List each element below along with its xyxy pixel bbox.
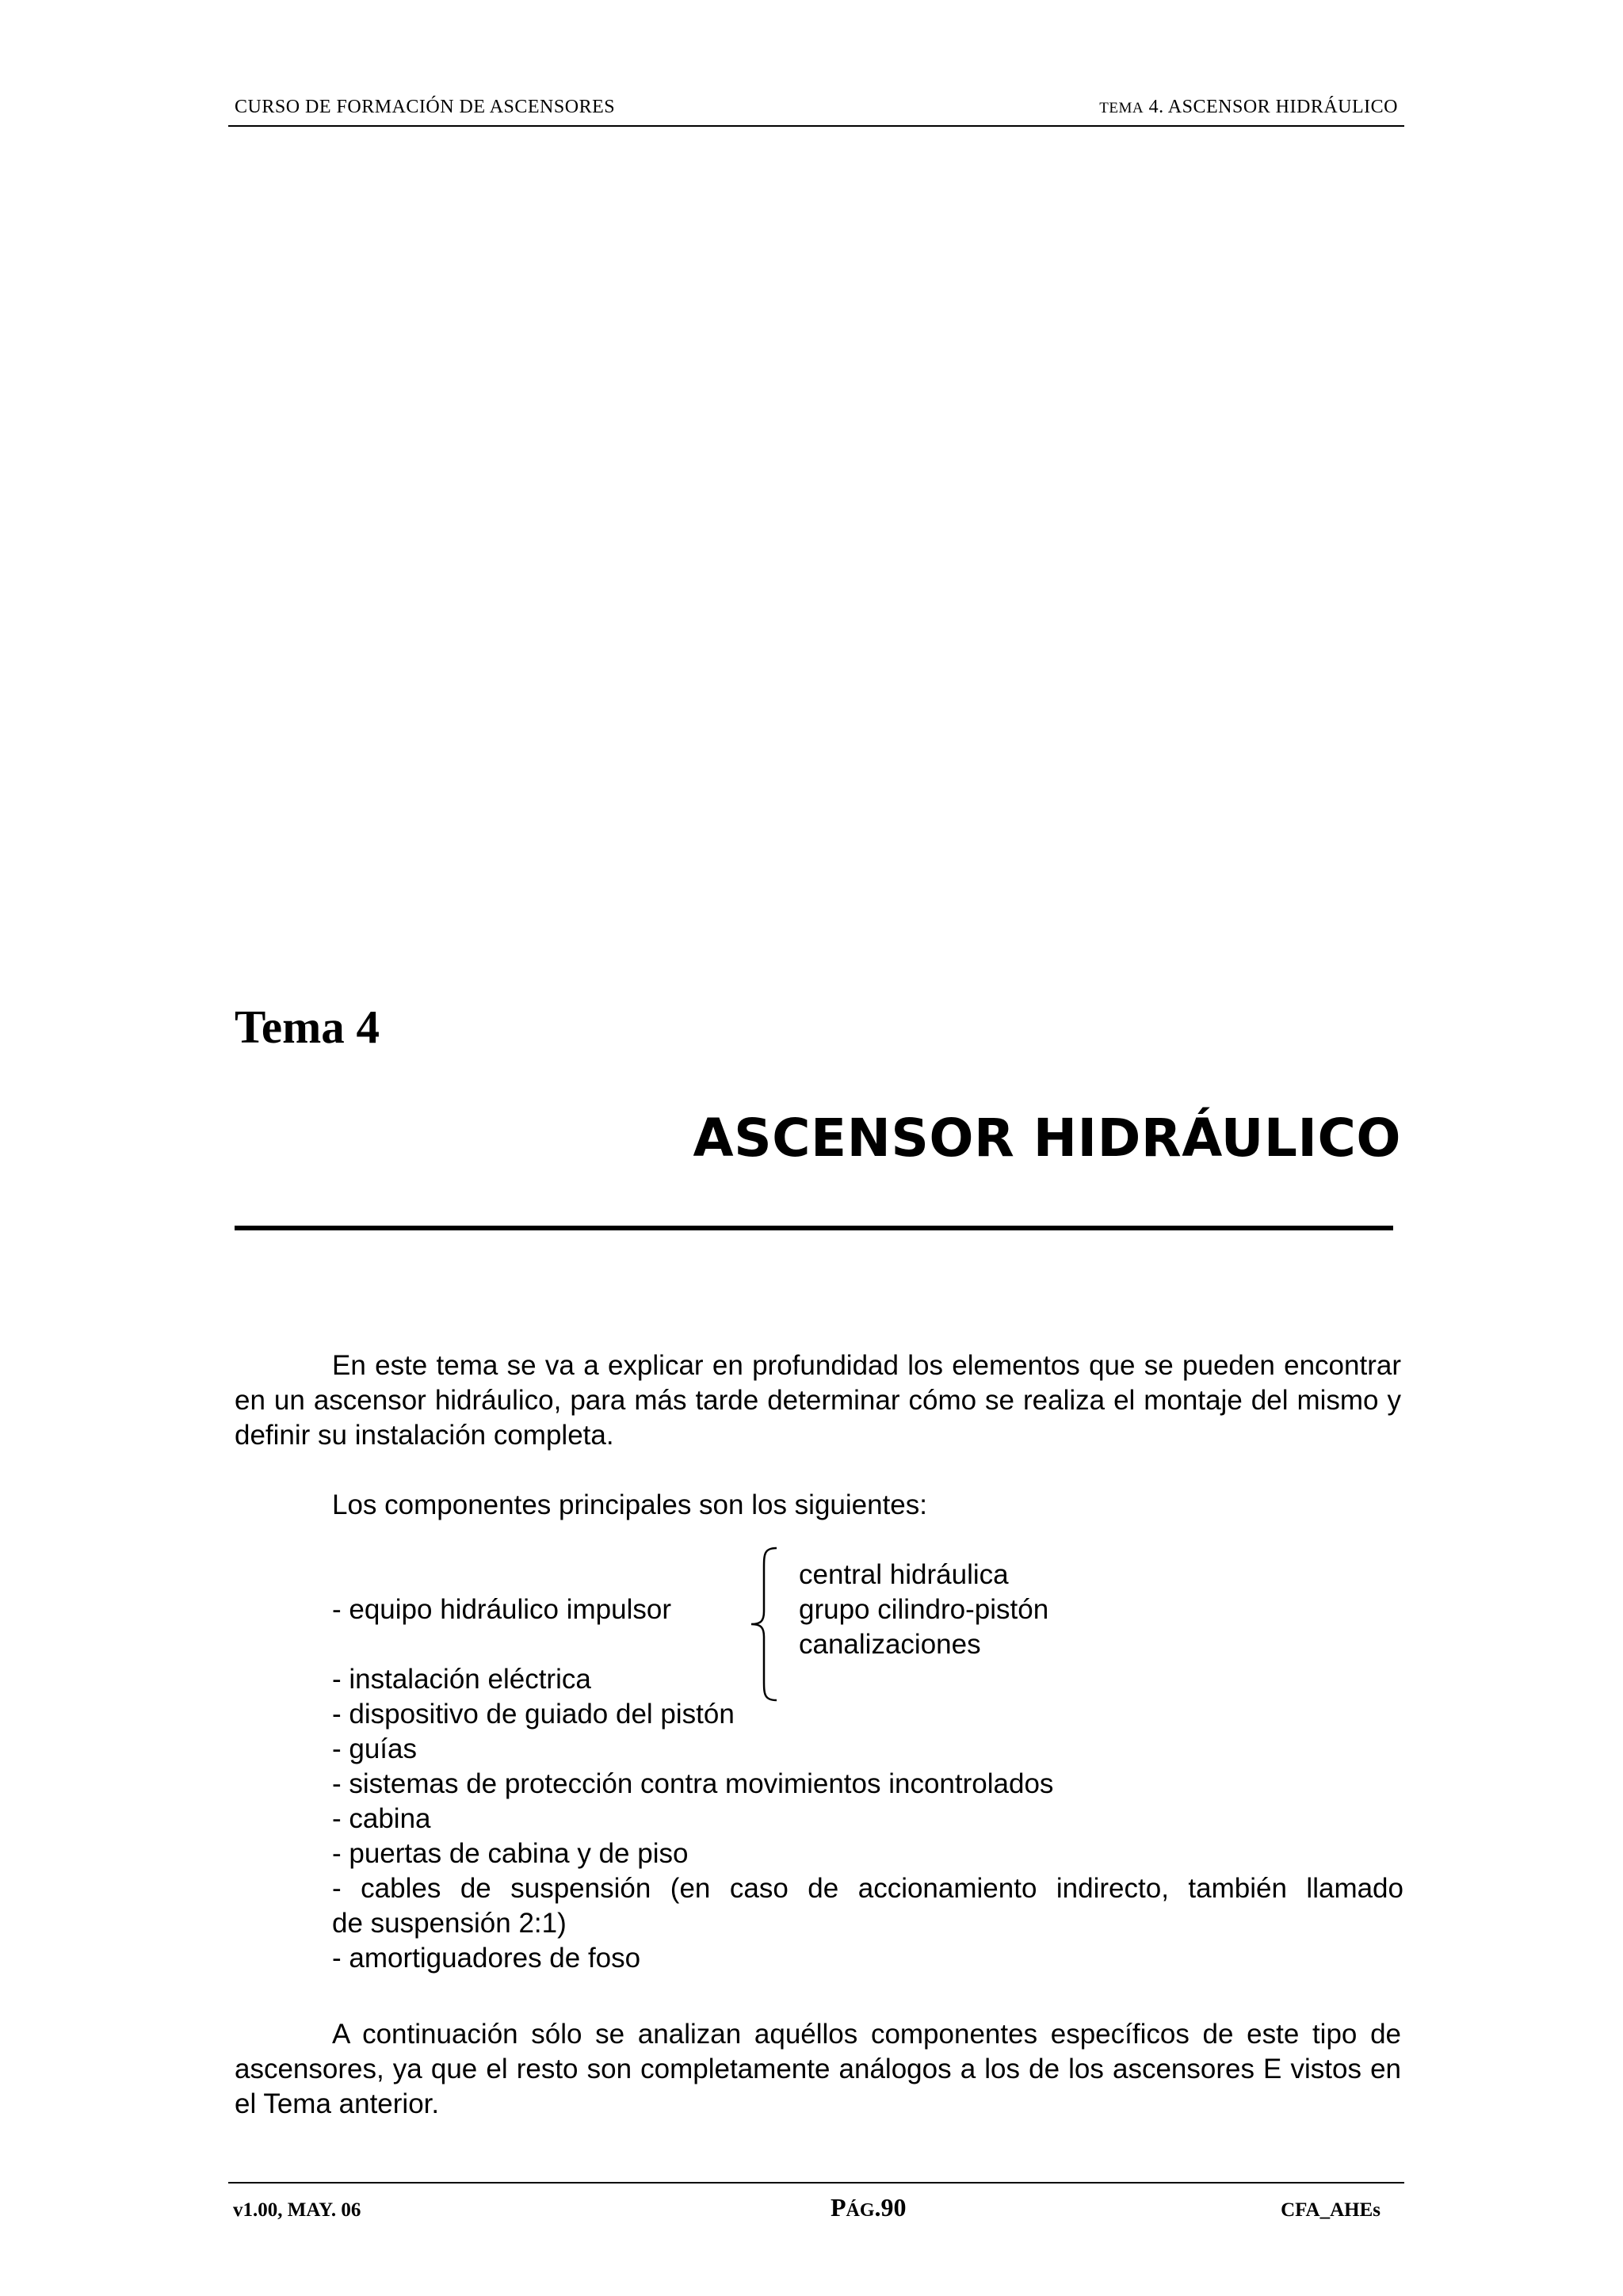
page-footer [228,2182,1404,2223]
chapter-title: ASCENSOR HIDRÁULICO [693,1108,1401,1169]
header-chapter-title: 4. ASCENSOR HIDRÁULICO [1144,97,1398,117]
subcomponents-list [799,1558,1048,1662]
footer-version: v1.00, MAY. 06 [233,2199,361,2221]
header-course-title: CURSO DE FORMACIÓN DE ASCENSORES [235,97,616,117]
footer-page-number [831,2193,907,2222]
closing-text: A continuación sólo se analizan aquéllos componentes específicos de este tipo de ascensores, ya que el resto son completamente análogos a los de los ascensores E vistos en el Tema anterior. [235,2019,1401,2119]
intro-paragraph [235,1348,1401,1453]
footer-page-value: .90 [874,2193,907,2222]
list-item: - dispositivo de guiado del pistón [332,1699,735,1730]
intro-text: En este tema se va a explicar en profundidad los elementos que se pueden encontrar en un ascensor hidráulico, para más tarde determinar cómo se realiza el montaje del mismo y definir su instalación completa. [235,1350,1401,1451]
list-item: - equipo hidráulico impulsor [332,1594,671,1625]
closing-paragraph [235,2017,1401,2122]
subcomponent-item: canalizaciones [799,1629,981,1660]
list-item: - instalación eléctrica [332,1664,591,1695]
header-chapter-prefix: TEMA [1099,100,1144,116]
list-item-continuation: de suspensión 2:1) [332,1908,567,1939]
footer-page-prefix: P [831,2193,846,2222]
subcomponent-item: central hidráulica [799,1559,1009,1590]
components-heading: Los componentes principales son los siguientes: [332,1489,927,1520]
header-chapter [1099,97,1398,118]
list-item: - sistemas de protección contra movimientos incontrolados [332,1768,1054,1799]
footer-code: CFA_AHEs [1281,2199,1381,2221]
curly-brace-icon [745,1545,785,1703]
list-item: - guías [332,1733,417,1764]
subcomponent-item: grupo cilindro-pistón [799,1594,1049,1625]
list-item: - amortiguadores de foso [332,1943,641,1974]
page-header [228,93,1404,127]
list-item: - cabina [332,1803,431,1834]
title-divider [235,1226,1393,1230]
list-item: - puertas de cabina y de piso [332,1838,689,1869]
chapter-number: Tema 4 [235,1001,380,1053]
list-item: - cables de suspensión (en caso de accionamiento indirecto, también llamado [332,1873,1403,1904]
footer-page-prefix-small: ÁG [846,2200,875,2221]
